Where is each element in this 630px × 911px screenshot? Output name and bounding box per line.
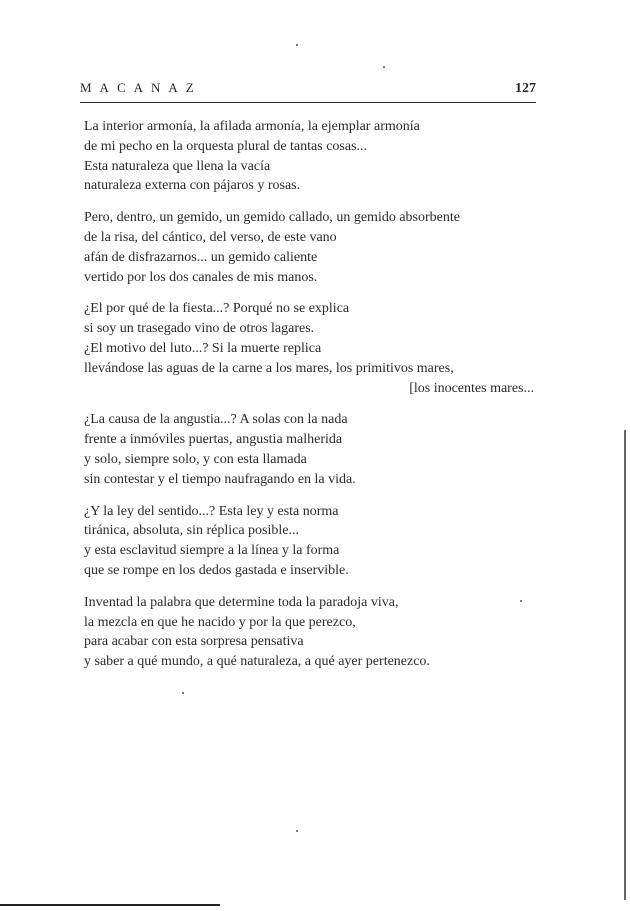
running-header xyxy=(80,80,536,103)
scan-speck xyxy=(383,66,385,68)
scan-speck xyxy=(520,600,522,602)
poem-line: tiránica, absoluta, sin réplica posible... xyxy=(84,523,299,539)
scan-speck xyxy=(296,44,298,46)
poem-line: ¿El por qué de la fiesta...? Porqué no se explica xyxy=(84,301,350,317)
scan-speck xyxy=(296,830,298,832)
poem-line: Pero, dentro, un gemido, un gemido callado, un gemido absorbente xyxy=(84,210,460,226)
stanza xyxy=(84,208,534,287)
poem-line: La interior armonía, la afilada armonía, la ejemplar armonía xyxy=(84,119,420,134)
poem-line: ¿El motivo del luto...? Si la muerte replica xyxy=(84,340,322,356)
poem-line: vertido por los dos canales de mis manos. xyxy=(84,269,318,285)
stanza xyxy=(84,299,534,398)
poem-line: de mi pecho en la orquesta plural de tantas cosas... xyxy=(84,138,368,154)
poem-line: y saber a qué mundo, a qué naturaleza, a qué ayer pertenezco. xyxy=(84,654,430,670)
poem-line: que se rompe en los dedos gastada e inservible. xyxy=(84,562,349,578)
poem-body xyxy=(84,117,534,684)
stanza xyxy=(84,593,534,672)
poem-line: Esta naturaleza que llena la vacía xyxy=(84,158,271,174)
poem-line: para acabar con esta sorpresa pensativa xyxy=(84,634,304,650)
poem-line: afán de disfrazarnos... un gemido caliente xyxy=(84,249,318,265)
poem-line: naturaleza externa con pájaros y rosas. xyxy=(84,178,301,194)
poem-line: frente a inmóviles puertas, angustia malherida xyxy=(84,432,343,448)
poem-line: la mezcla en que he nacido y por la que perezco, xyxy=(84,614,356,630)
poem-line: Inventad la palabra que determine toda la paradoja viva, xyxy=(84,594,399,610)
poem-line: y esta esclavitud siempre a la línea y la forma xyxy=(84,543,340,559)
page-number: 127 xyxy=(515,81,536,96)
poem-line: y solo, siempre solo, y con esta llamada xyxy=(84,451,307,467)
poem-line: [los inocentes mares... xyxy=(409,380,534,396)
scan-speck xyxy=(182,692,184,694)
poem-line: de la risa, del cántico, del verso, de este vano xyxy=(84,229,337,245)
scan-edge-bottom xyxy=(0,904,220,906)
stanza xyxy=(84,502,534,581)
stanza xyxy=(84,117,534,196)
poem-line: si soy un trasegado vino de otros lagares. xyxy=(84,321,315,337)
poem-line: sin contestar y el tiempo naufragando en la vida. xyxy=(84,471,356,487)
stanza xyxy=(84,410,534,489)
poem-line: llevándose las aguas de la carne a los mares, los primitivos mares, xyxy=(84,360,454,376)
poem-line: ¿Y la ley del sentido...? Esta ley y esta norma xyxy=(84,503,339,519)
scan-edge-right xyxy=(624,430,626,900)
poem-line: ¿La causa de la angustia...? A solas con la nada xyxy=(84,412,348,428)
running-title: MACANAZ xyxy=(80,80,202,95)
